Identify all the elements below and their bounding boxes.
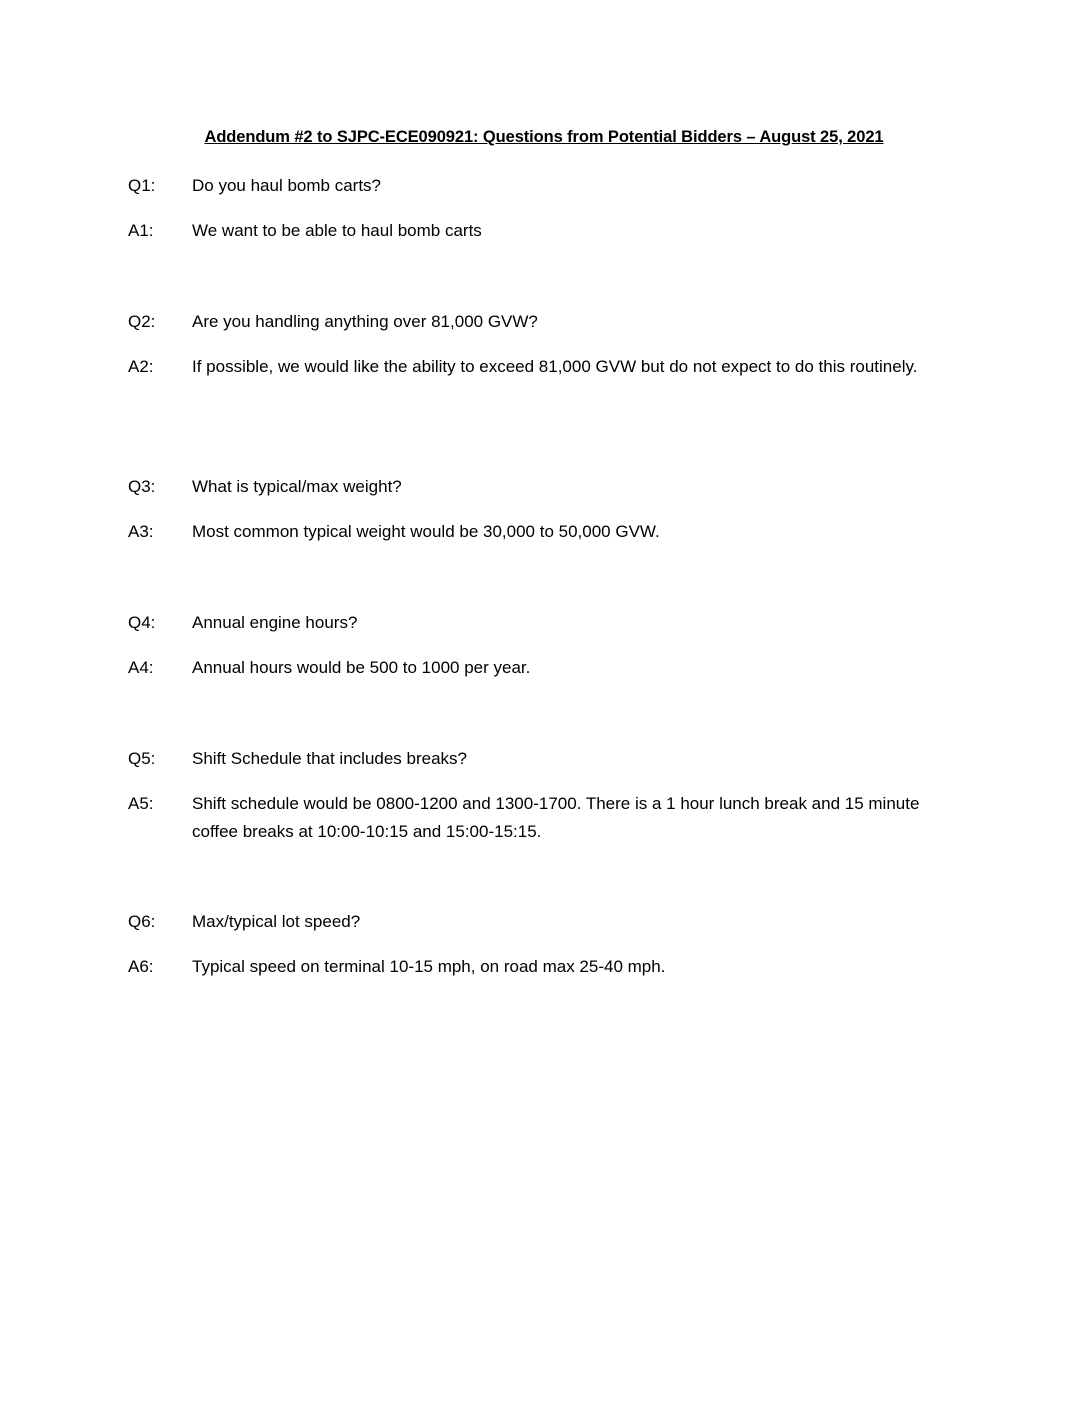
question-text: What is typical/max weight? <box>192 477 402 496</box>
question-label: Q3: <box>128 477 156 496</box>
answer-text: Annual hours would be 500 to 1000 per year. <box>192 658 531 677</box>
answer-label: A2: <box>128 357 154 376</box>
answer-label: A5: <box>128 794 154 813</box>
answer-label: A4: <box>128 658 154 677</box>
question-text: Do you haul bomb carts? <box>192 176 381 195</box>
answer-label: A3: <box>128 522 154 541</box>
answer-text: Most common typical weight would be 30,000 to 50,000 GVW. <box>192 522 660 541</box>
question-text: Annual engine hours? <box>192 613 358 632</box>
question-text: Max/typical lot speed? <box>192 912 361 931</box>
question-label: Q4: <box>128 613 156 632</box>
question-text: Shift Schedule that includes breaks? <box>192 749 468 768</box>
question-text: Are you handling anything over 81,000 GVW? <box>192 312 538 331</box>
answer-text: We want to be able to haul bomb carts <box>192 221 482 240</box>
question-label: Q2: <box>128 312 156 331</box>
answer-label: A1: <box>128 221 154 240</box>
answer-text: Typical speed on terminal 10-15 mph, on road max 25-40 mph. <box>192 957 666 976</box>
answer-text: If possible, we would like the ability to exceed 81,000 GVW but do not expect to do this routinely. <box>192 357 918 376</box>
question-label: Q1: <box>128 176 156 195</box>
answer-label: A6: <box>128 957 154 976</box>
question-label: Q6: <box>128 912 156 931</box>
question-label: Q5: <box>128 749 156 768</box>
document-title: Addendum #2 to SJPC-ECE090921: Questions from Potential Bidders – August 25, 2021 <box>204 128 884 146</box>
answer-text: Shift schedule would be 0800-1200 and 1300-1700. There is a 1 hour lunch break and 15 minute coffee breaks at 10:00-10:15 and 15:00-15:15. <box>192 794 920 841</box>
